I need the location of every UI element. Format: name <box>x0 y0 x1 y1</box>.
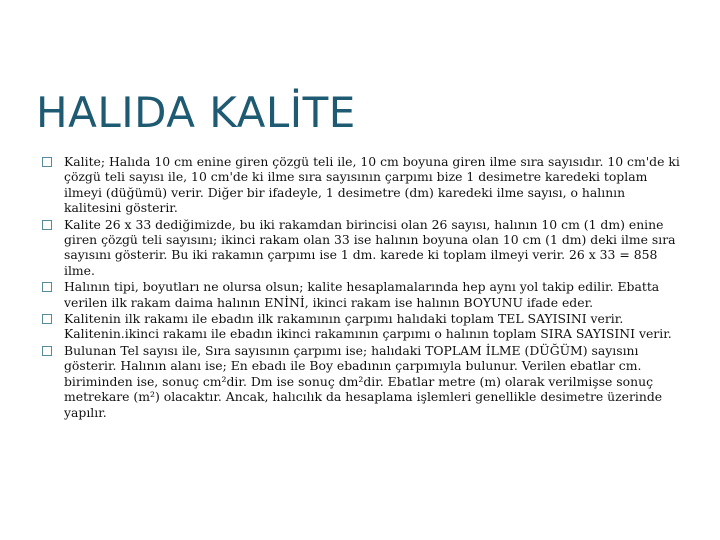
bullet-text: Kalite 26 x 33 dediğimizde, bu iki rakamdan birincisi olan 26 sayısı, halının 10 cm (1 dm) enine giren çözgü teli sayısını; ikinci rakam olan 33 ise halının boyuna olan 10 cm (1 dm) deki ilme sıra sayısını gösterir. Bu iki rakamın çarpımı ise 1 dm. karede ki toplam ilmeyi verir. 26 x 33 = 858 ilme. <box>64 216 676 278</box>
bullet-text: Bulunan Tel sayısı ile, Sıra sayısının çarpımı ise; halıdaki TOPLAM İLME (DÜĞÜM) sayısını gösterir. Halının alanı ise; En ebadı ile Boy ebadının çarpımıyla bulunur. Verilen ebatlar cm. biriminden ise, sonuç cm²dir. Dm ise sonuç dm²dir. Ebatlar metre (m) olarak verilmişse sonuç metrekare (m²) olacaktır. Ancak, halıcılık da hesaplama işlemleri genellikle desimetre üzerinde yapılır. <box>64 342 663 420</box>
bullet-list <box>40 154 680 421</box>
bullet-text: Halının tipi, boyutları ne olursa olsun; kalite hesaplamalarında hep aynı yol takip edilir. Ebatta verilen ilk rakam daima halının ENİNİ, ikinci rakam ise halının BOYUNU ifade eder. <box>64 279 660 310</box>
bullet-item <box>40 343 680 420</box>
bullet-item <box>40 217 680 279</box>
square-bullet-icon <box>42 314 52 324</box>
square-bullet-icon <box>42 346 52 356</box>
slide-title: HALIDA KALİTE <box>36 88 356 137</box>
square-bullet-icon <box>42 282 52 292</box>
bullet-item <box>40 279 680 310</box>
bullet-text: Kalite; Halıda 10 cm enine giren çözgü teli ile, 10 cm boyuna giren ilme sıra sayısıdır. 10 cm'de ki çözgü teli sayısı ile, 10 cm'de ki ilme sıra sayısının çarpımı bize 1 desimetre karedeki toplam ilmeyi (düğümü) verir. Diğer bir ifadeyle, 1 desimetre (dm) karedeki ilme sayısı, o halının kalitesini gösterir. <box>64 154 680 216</box>
square-bullet-icon <box>42 220 52 230</box>
bullet-text: Kalitenin ilk rakamı ile ebadın ilk rakamının çarpımı halıdaki toplam TEL SAYISINI verir. Kalitenin.ikinci rakamı ile ebadın ikinci rakamının çarpımı o halının toplam SIRA SAYISINI verir. <box>64 311 672 342</box>
bullet-item <box>40 311 680 342</box>
bullet-item <box>40 154 680 216</box>
square-bullet-icon <box>42 157 52 167</box>
